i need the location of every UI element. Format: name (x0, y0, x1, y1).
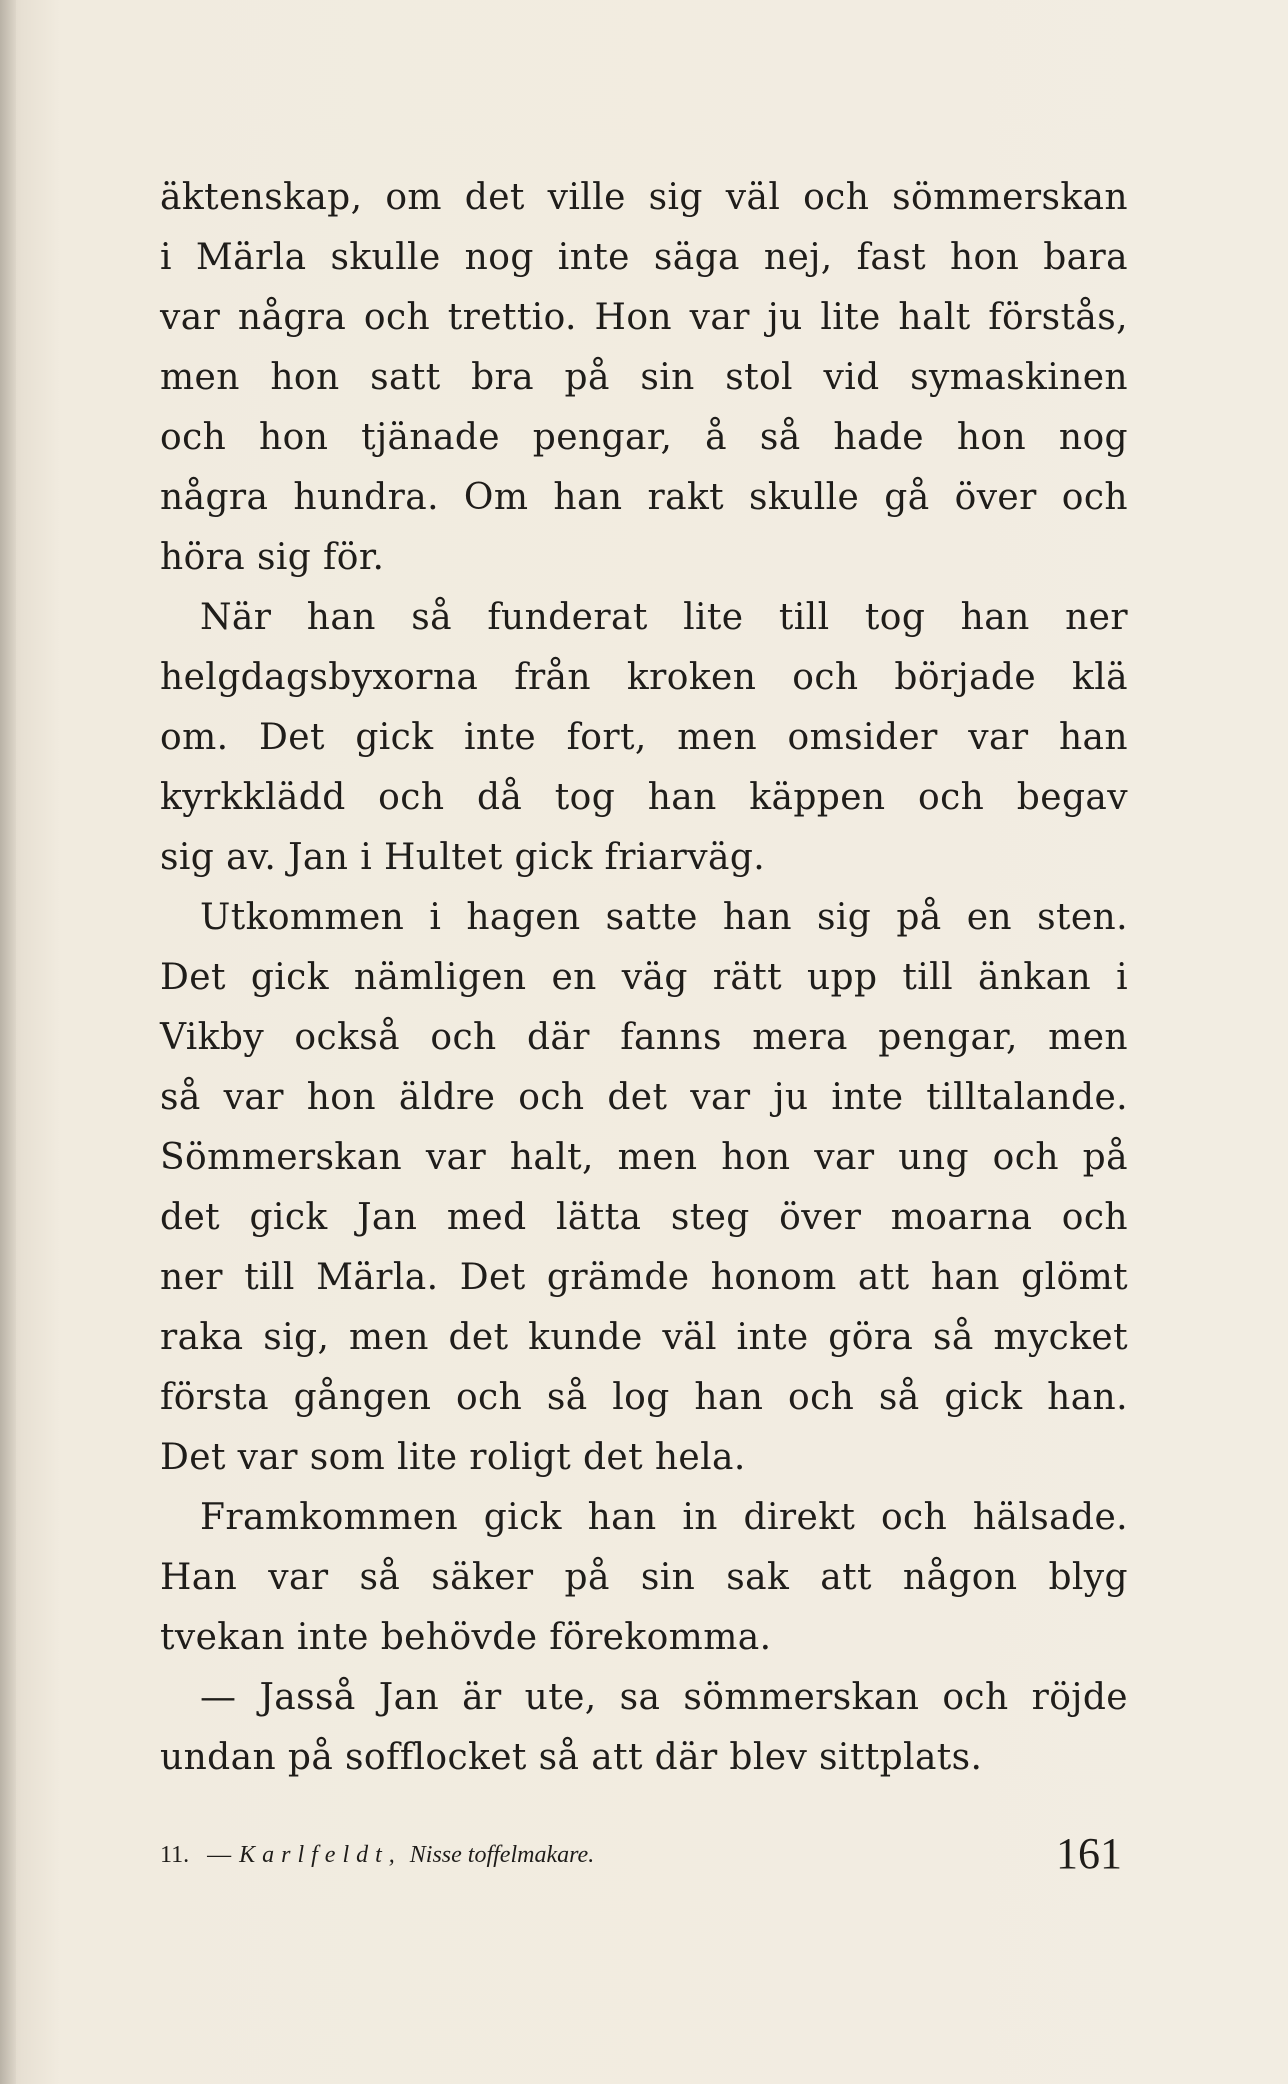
text-line: undan på sofflocket så att där blev sittplats. (160, 1737, 983, 1778)
text-line: kyrkklädd och då tog han käppen och begav (160, 777, 1128, 818)
signature-number: 11. (160, 1842, 190, 1868)
text-line: helgdagsbyxorna från kroken och började klä (160, 657, 1128, 698)
text-line: sig av. Jan i Hultet gick friarväg. (160, 837, 766, 878)
text-line: Framkommen gick han in direkt och hälsade. (200, 1497, 1128, 1538)
page-binding-edge (0, 0, 16, 2084)
text-line: i Märla skulle nog inte säga nej, fast hon bara (160, 237, 1128, 278)
text-line: När han så funderat lite till tog han ner (200, 597, 1128, 638)
text-line: Det var som lite roligt det hela. (160, 1437, 746, 1478)
text-line: Vikby också och där fanns mera pengar, men (160, 1017, 1128, 1058)
printer-signature (160, 1842, 594, 1869)
text-line: — Jasså Jan är ute, sa sömmerskan och röjde (200, 1677, 1128, 1718)
text-line: raka sig, men det kunde väl inte göra så mycket (160, 1317, 1128, 1358)
text-line: Han var så säker på sin sak att någon blyg (160, 1557, 1128, 1598)
text-line: tvekan inte behövde förekomma. (160, 1617, 772, 1658)
text-line: om. Det gick inte fort, men omsider var han (160, 717, 1128, 758)
body-text (160, 168, 1128, 1788)
text-line: Det gick nämligen en väg rätt upp till änkan i (160, 957, 1128, 998)
page-number: 161 (1056, 1829, 1122, 1878)
text-line: var några och trettio. Hon var ju lite halt förstås, (160, 297, 1128, 338)
text-line: och hon tjänade pengar, å så hade hon nog (160, 417, 1128, 458)
text-line: ner till Märla. Det grämde honom att han glömt (160, 1257, 1128, 1298)
text-line: höra sig för. (160, 537, 385, 578)
text-line: första gången och så log han och så gick han. (160, 1377, 1128, 1418)
signature-author: Karlfeldt, (239, 1842, 402, 1868)
text-line: Sömmerskan var halt, men hon var ung och på (160, 1137, 1128, 1178)
text-line: äktenskap, om det ville sig väl och sömmerskan (160, 177, 1128, 218)
text-line: några hundra. Om han rakt skulle gå över och (160, 477, 1128, 518)
text-line: så var hon äldre och det var ju inte tilltalande. (160, 1077, 1128, 1118)
signature-dash: — (207, 1842, 232, 1868)
signature-book-title: Nisse toffelmakare. (409, 1842, 595, 1868)
text-line: Utkommen i hagen satte han sig på en sten. (200, 897, 1128, 938)
page-footer (160, 1828, 1128, 1888)
text-line: men hon satt bra på sin stol vid symaskinen (160, 357, 1128, 398)
text-line: det gick Jan med lätta steg över moarna och (160, 1197, 1128, 1238)
